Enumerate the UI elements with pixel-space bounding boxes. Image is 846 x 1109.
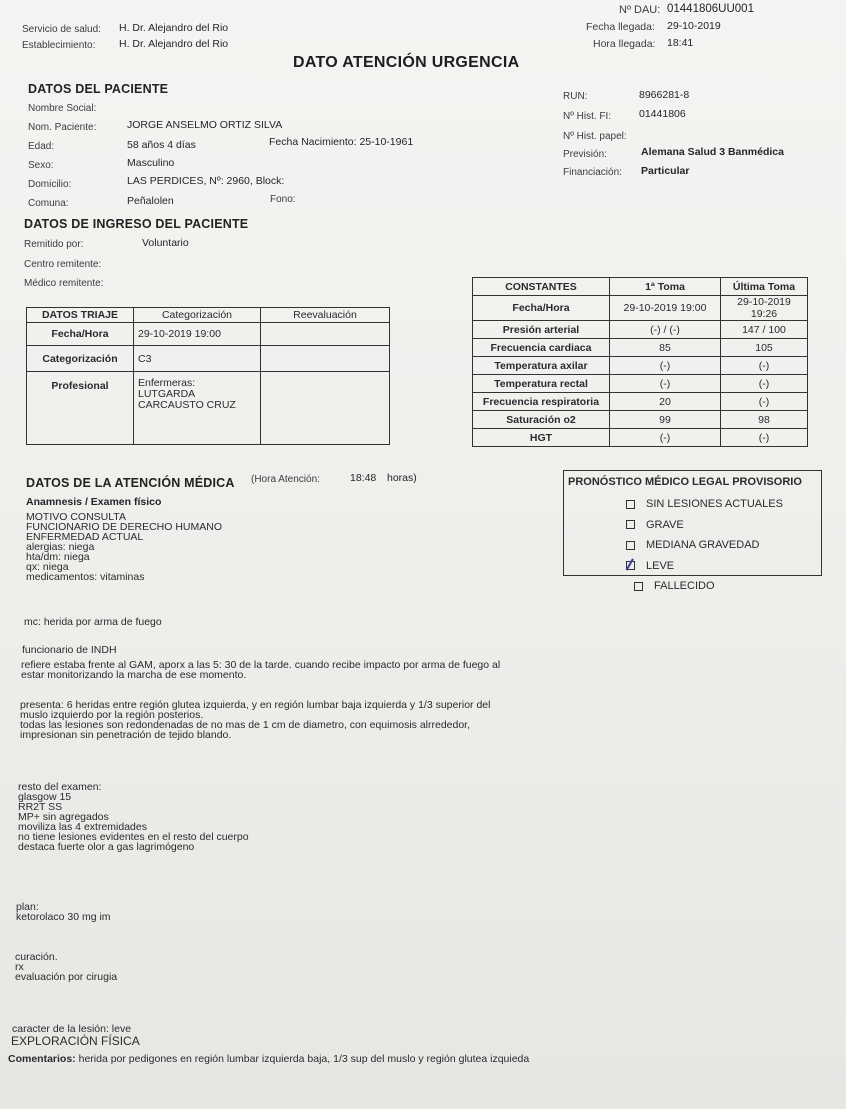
comentarios-line xyxy=(8,1054,529,1064)
constantes-row xyxy=(473,375,808,393)
constantes-row xyxy=(473,339,808,357)
financiacion-label: Financiación: xyxy=(563,167,622,178)
centro-remitente-label: Centro remitente: xyxy=(24,259,102,270)
constantes-cell-first: 99 xyxy=(610,411,721,429)
pronostico-box xyxy=(563,470,822,592)
pronostico-option xyxy=(626,498,783,510)
constantes-table xyxy=(472,277,808,447)
fono-label: Fono: xyxy=(270,194,296,205)
constantes-cell-last: 98 xyxy=(721,411,808,429)
financiacion-value: Particular xyxy=(641,165,690,177)
hora-atencion-suffix: horas) xyxy=(387,472,417,484)
comentarios-label: Comentarios: xyxy=(8,1053,76,1065)
constantes-cell-last: (-) xyxy=(721,357,808,375)
resto-block xyxy=(18,782,249,852)
constantes-cell-first: 29-10-2019 19:00 xyxy=(610,296,721,321)
servicio-value: H. Dr. Alejandro del Rio xyxy=(119,22,229,34)
constantes-cell-last: (-) xyxy=(721,393,808,411)
pronostico-option xyxy=(626,519,684,531)
pronostico-option-label: FALLECIDO xyxy=(654,580,715,592)
text-line: plan: xyxy=(16,901,39,913)
pronostico-option xyxy=(626,560,674,572)
constantes-cell-label: Temperatura axilar xyxy=(473,357,610,375)
nom-paciente-value: JORGE ANSELMO ORTIZ SILVA xyxy=(127,119,283,131)
triage-cell xyxy=(261,372,390,445)
constantes-header: 1ª Toma xyxy=(610,278,721,296)
constantes-row xyxy=(473,357,808,375)
sexo-value: Masculino xyxy=(127,157,175,169)
triage-prof-line: CARCAUSTO CRUZ xyxy=(138,399,236,411)
triage-fecha-value: 29-10-2019 19:00 xyxy=(134,323,261,346)
constantes-cell-last: 105 xyxy=(721,339,808,357)
text-line: ketorolaco 30 mg im xyxy=(16,911,111,923)
edad-label: Edad: xyxy=(28,141,55,152)
text-line: hta/dm: niega xyxy=(26,551,90,563)
text-line: resto del examen: xyxy=(18,781,102,793)
curacion-block xyxy=(15,952,117,982)
domicilio-label: Domicilio: xyxy=(28,179,72,190)
text-line: MP+ sin agregados xyxy=(18,811,109,823)
prevision-value: Alemana Salud 3 Banmédica xyxy=(641,146,784,158)
patient-section-title: DATOS DEL PACIENTE xyxy=(28,82,169,96)
pronostico-option-label: MEDIANA GRAVEDAD xyxy=(646,539,760,551)
remitido-label: Remitido por: xyxy=(24,239,84,250)
text-line: no tiene lesiones evidentes en el resto del cuerpo xyxy=(18,831,249,843)
text-line: destaca fuerte olor a gas lagrimógeno xyxy=(18,841,195,853)
constantes-cell-label: Frecuencia respiratoria xyxy=(473,393,610,411)
hora-llegada-label: Hora llegada: xyxy=(593,38,656,50)
triage-header: Categorización xyxy=(134,308,261,323)
constantes-cell-label: HGT xyxy=(473,429,610,447)
pronostico-title: PRONÓSTICO MÉDICO LEGAL PROVISORIO xyxy=(568,476,802,488)
triage-cell xyxy=(261,346,390,372)
constantes-row xyxy=(473,429,808,447)
comuna-value: Peñalolen xyxy=(127,195,174,207)
text-line: medicamentos: vitaminas xyxy=(26,571,145,583)
constantes-row xyxy=(473,321,808,339)
comuna-label: Comuna: xyxy=(28,198,69,209)
constantes-cell-last: 147 / 100 xyxy=(721,321,808,339)
ingreso-section-title: DATOS DE INGRESO DEL PACIENTE xyxy=(24,217,249,231)
exploracion-line: EXPLORACIÓN FÍSICA xyxy=(11,1034,140,1048)
checked-box-icon[interactable] xyxy=(626,561,635,570)
constantes-cell-last: 29-10-2019 19:26 xyxy=(721,296,808,321)
constantes-row xyxy=(473,411,808,429)
text-line: glasgow 15 xyxy=(18,791,72,803)
text-line: ENFERMEDAD ACTUAL xyxy=(26,531,144,543)
triage-prof-value xyxy=(134,372,261,445)
refiere-block xyxy=(21,660,500,680)
dau-value: 01441806UU001 xyxy=(667,3,754,15)
hora-atencion-label: (Hora Atención: xyxy=(251,474,320,485)
pronostico-option-label: GRAVE xyxy=(646,518,684,531)
text-line: MOTIVO CONSULTA xyxy=(26,511,126,523)
page-title: DATO ATENCIÓN URGENCIA xyxy=(293,54,520,71)
run-label: RUN: xyxy=(563,91,588,102)
checkbox-icon[interactable] xyxy=(626,541,635,550)
text-line: refiere estaba frente al GAM, aporx a las 5: 30 de la tarde. cuando recibe impacto por arma de fuego al xyxy=(21,659,501,671)
anamnesis-block xyxy=(26,512,222,582)
checkbox-icon[interactable] xyxy=(634,582,643,591)
hora-llegada-value: 18:41 xyxy=(667,37,694,49)
constantes-cell-label: Saturación o2 xyxy=(473,411,610,429)
constantes-cell-first: 20 xyxy=(610,393,721,411)
triage-cat-label: Categorización xyxy=(27,346,134,372)
text-line: RR2T SS xyxy=(18,801,63,813)
fecha-llegada-label: Fecha llegada: xyxy=(586,21,655,33)
run-value: 8966281-8 xyxy=(639,89,690,101)
constantes-cell-label: Temperatura rectal xyxy=(473,375,610,393)
hist-fi-label: Nº Hist. FI: xyxy=(563,111,612,122)
text-line: rx xyxy=(15,961,24,973)
hist-fi-value: 01441806 xyxy=(639,108,686,120)
anamnesis-label: Anamnesis / Examen físico xyxy=(26,496,162,508)
indh-line: funcionario de INDH xyxy=(22,644,117,656)
comentarios-value: herida por pedigones en región lumbar izquierda baja, 1/3 sup del muslo y región glutea izquieda xyxy=(78,1053,530,1065)
triage-fecha-label: Fecha/Hora xyxy=(27,323,134,346)
pronostico-option xyxy=(634,580,715,592)
servicio-label: Servicio de salud: xyxy=(22,24,101,35)
establecimiento-value: H. Dr. Alejandro del Rio xyxy=(119,38,229,50)
constantes-row xyxy=(473,393,808,411)
text-line: estar monitorizando la marcha de ese momento. xyxy=(21,669,247,681)
text-line: qx: niega xyxy=(26,561,69,573)
triage-cat-value: C3 xyxy=(134,346,261,372)
triage-prof-line: LUTGARDA xyxy=(138,388,196,400)
domicilio-value: LAS PERDICES, Nº: 2960, Block: xyxy=(127,175,285,187)
text-line: curación. xyxy=(15,951,58,963)
constantes-header: CONSTANTES xyxy=(473,278,610,296)
triage-table xyxy=(26,307,390,445)
constantes-cell-label: Fecha/Hora xyxy=(473,296,610,321)
checkbox-icon[interactable] xyxy=(626,500,635,509)
constantes-header: Última Toma xyxy=(721,278,808,296)
constantes-cell-first: (-) xyxy=(610,357,721,375)
pronostico-option xyxy=(626,539,760,551)
atencion-section-title: DATOS DE LA ATENCIÓN MÉDICA xyxy=(26,476,235,490)
text-line: moviliza las 4 extremidades xyxy=(18,821,147,833)
nom-paciente-label: Nom. Paciente: xyxy=(28,122,97,133)
fecha-nacimiento: Fecha Nacimiento: 25-10-1961 xyxy=(269,136,414,148)
checkbox-icon[interactable] xyxy=(626,520,635,529)
fecha-llegada-value: 29-10-2019 xyxy=(667,20,721,32)
mc-line: mc: herida por arma de fuego xyxy=(24,616,162,628)
constantes-cell-first: (-) xyxy=(610,375,721,393)
pronostico-option-label: SIN LESIONES ACTUALES xyxy=(646,498,783,510)
triage-prof-label: Profesional xyxy=(27,372,134,445)
prevision-label: Previsión: xyxy=(563,149,607,160)
triage-prof-line: Enfermeras: xyxy=(138,377,196,389)
triage-header: Reevaluación xyxy=(261,308,390,323)
remitido-value: Voluntario xyxy=(142,237,189,249)
nombre-social-label: Nombre Social: xyxy=(28,103,97,114)
constantes-cell-label: Frecuencia cardiaca xyxy=(473,339,610,357)
hist-papel-label: Nº Hist. papel: xyxy=(563,131,627,142)
triage-header: DATOS TRIAJE xyxy=(27,308,134,323)
constantes-cell-label: Presión arterial xyxy=(473,321,610,339)
presenta-block xyxy=(20,700,490,740)
dau-label: Nº DAU: xyxy=(619,4,661,16)
text-line: todas las lesiones son redondenadas de no mas de 1 cm de diametro, con equimosis alrrededor, xyxy=(20,719,471,731)
constantes-cell-last: (-) xyxy=(721,375,808,393)
hora-atencion-value: 18:48 xyxy=(350,472,377,484)
plan-block xyxy=(16,902,111,922)
constantes-cell-last: (-) xyxy=(721,429,808,447)
sexo-label: Sexo: xyxy=(28,160,54,171)
constantes-row xyxy=(473,296,808,321)
constantes-cell-first: 85 xyxy=(610,339,721,357)
text-line: impresionan sin penetración de tejido blando. xyxy=(20,729,232,741)
text-line: FUNCIONARIO DE DERECHO HUMANO xyxy=(26,521,223,533)
establecimiento-label: Establecimiento: xyxy=(22,40,96,51)
edad-value: 58 años 4 días xyxy=(127,139,196,151)
medico-remitente-label: Médico remitente: xyxy=(24,278,104,289)
caracter-line: caracter de la lesión: leve xyxy=(12,1023,132,1035)
text-line: alergias: niega xyxy=(26,541,95,553)
constantes-cell-first: (-) / (-) xyxy=(610,321,721,339)
constantes-cell-first: (-) xyxy=(610,429,721,447)
text-line: muslo izquierdo por la región posterios. xyxy=(20,709,204,721)
text-line: presenta: 6 heridas entre región glutea izquierda, y en región lumbar baja izquierda y 1/3 superior del xyxy=(20,699,491,711)
triage-cell xyxy=(261,323,390,346)
text-line: evaluación por cirugia xyxy=(15,971,118,983)
pronostico-option-label: LEVE xyxy=(646,559,675,572)
